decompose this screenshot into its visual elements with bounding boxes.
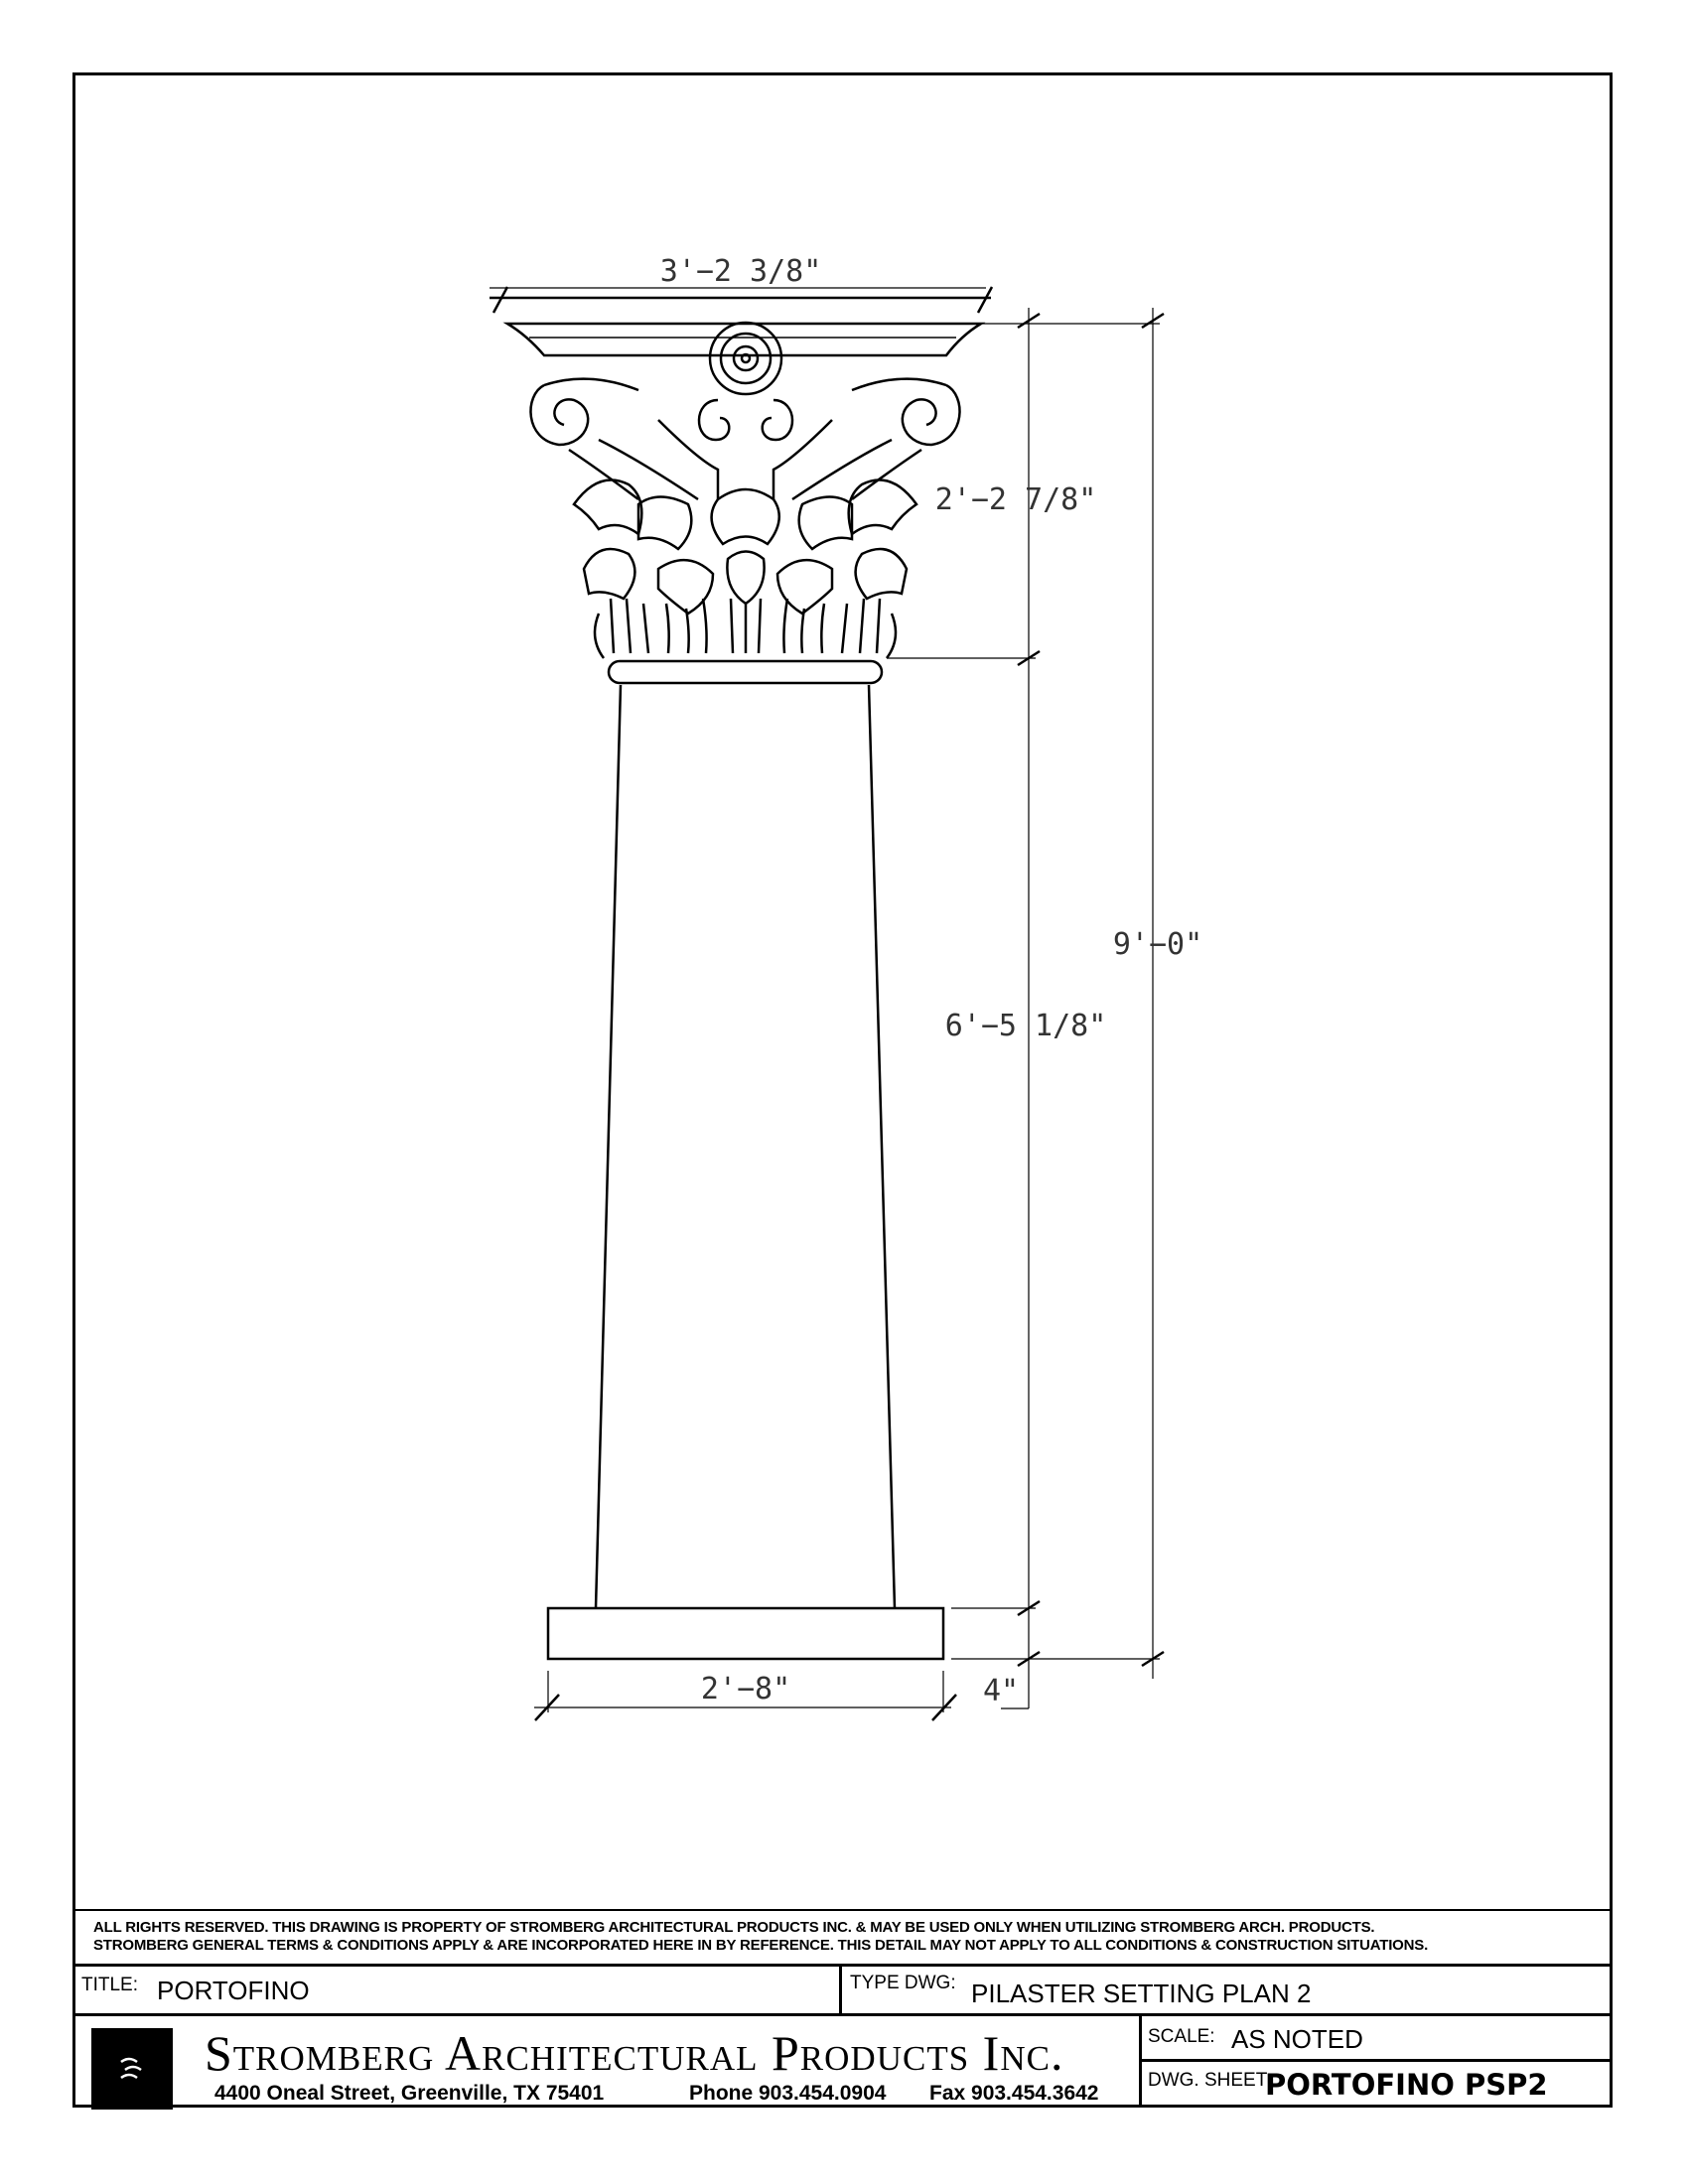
- pilaster-plinth: [548, 1608, 943, 1659]
- legal-notes: [75, 1909, 1610, 1964]
- dim-shaft-height: 6'−5 1/8": [944, 1009, 1107, 1043]
- capital-abacus: [507, 324, 981, 355]
- dim-capital-width: 3'−2 3/8": [659, 254, 822, 289]
- acanthus-leaf: [574, 480, 641, 535]
- company-logo: [91, 2028, 173, 2110]
- acanthus-leaf: [856, 549, 907, 599]
- drawing-sheet: [72, 72, 1613, 2108]
- volute-right: [903, 385, 960, 445]
- acanthus-leaf: [584, 549, 634, 599]
- type-dwg-cell: [842, 1967, 1610, 2013]
- company-name: Stromberg Architectural Products Inc.: [205, 2025, 1064, 2081]
- scale-row: [1142, 2016, 1610, 2062]
- title-row: [75, 1964, 1610, 2013]
- scale-sheet-box: [1139, 2016, 1610, 2108]
- sheet-value: PORTOFINO PSP2: [1265, 2068, 1548, 2102]
- volute-left: [530, 385, 588, 445]
- pilaster-shaft: [596, 685, 895, 1608]
- title-cell: [75, 1967, 842, 2013]
- helix-right: [763, 400, 792, 440]
- pilaster-elevation-drawing: [75, 75, 1610, 1907]
- capital-astragal: [609, 661, 882, 683]
- company-address: 4400 Oneal Street, Greenville, TX 75401: [214, 2082, 605, 2105]
- scale-value: AS NOTED: [1231, 2024, 1363, 2054]
- notes-line-2: STROMBERG GENERAL TERMS & CONDITIONS APPLY & ARE INCORPORATED HERE IN BY REFERENCE. THIS DETAIL MAY NOT APPLY TO ALL CONDITIONS & CONSTRUCTION SITUATIONS.: [93, 1937, 1429, 1954]
- scale-label: SCALE:: [1148, 2026, 1215, 2047]
- title-label: TITLE:: [81, 1975, 139, 1995]
- type-dwg-label: TYPE DWG:: [850, 1973, 956, 1993]
- company-phone: Phone 903.454.0904: [689, 2082, 887, 2105]
- dim-tick: [978, 287, 992, 313]
- dim-tick: [493, 287, 507, 313]
- company-row: [75, 2013, 1610, 2105]
- sheet-row: [1142, 2062, 1610, 2108]
- sheet-label: DWG. SHEET: [1148, 2070, 1268, 2091]
- type-dwg-value: PILASTER SETTING PLAN 2: [971, 1979, 1312, 2008]
- title-value: PORTOFINO: [157, 1976, 310, 2005]
- company-fax: Fax 903.454.3642: [929, 2082, 1099, 2105]
- dim-capital-height: 2'−2 7/8": [934, 482, 1097, 517]
- dim-overall-height: 9'−0": [1112, 927, 1203, 962]
- helix-left: [699, 400, 729, 440]
- notes-line-1: ALL RIGHTS RESERVED. THIS DRAWING IS PROPERTY OF STROMBERG ARCHITECTURAL PRODUCTS INC. & MAY BE USED ONLY WHEN UTILIZING STROMBERG ARCH. PRODUCTS.: [93, 1919, 1375, 1936]
- dim-base-width: 2'−8": [700, 1672, 791, 1706]
- acanthus-leaf: [712, 489, 779, 544]
- dim-base-height: 4": [982, 1674, 1020, 1708]
- acanthus-leaf: [849, 480, 916, 535]
